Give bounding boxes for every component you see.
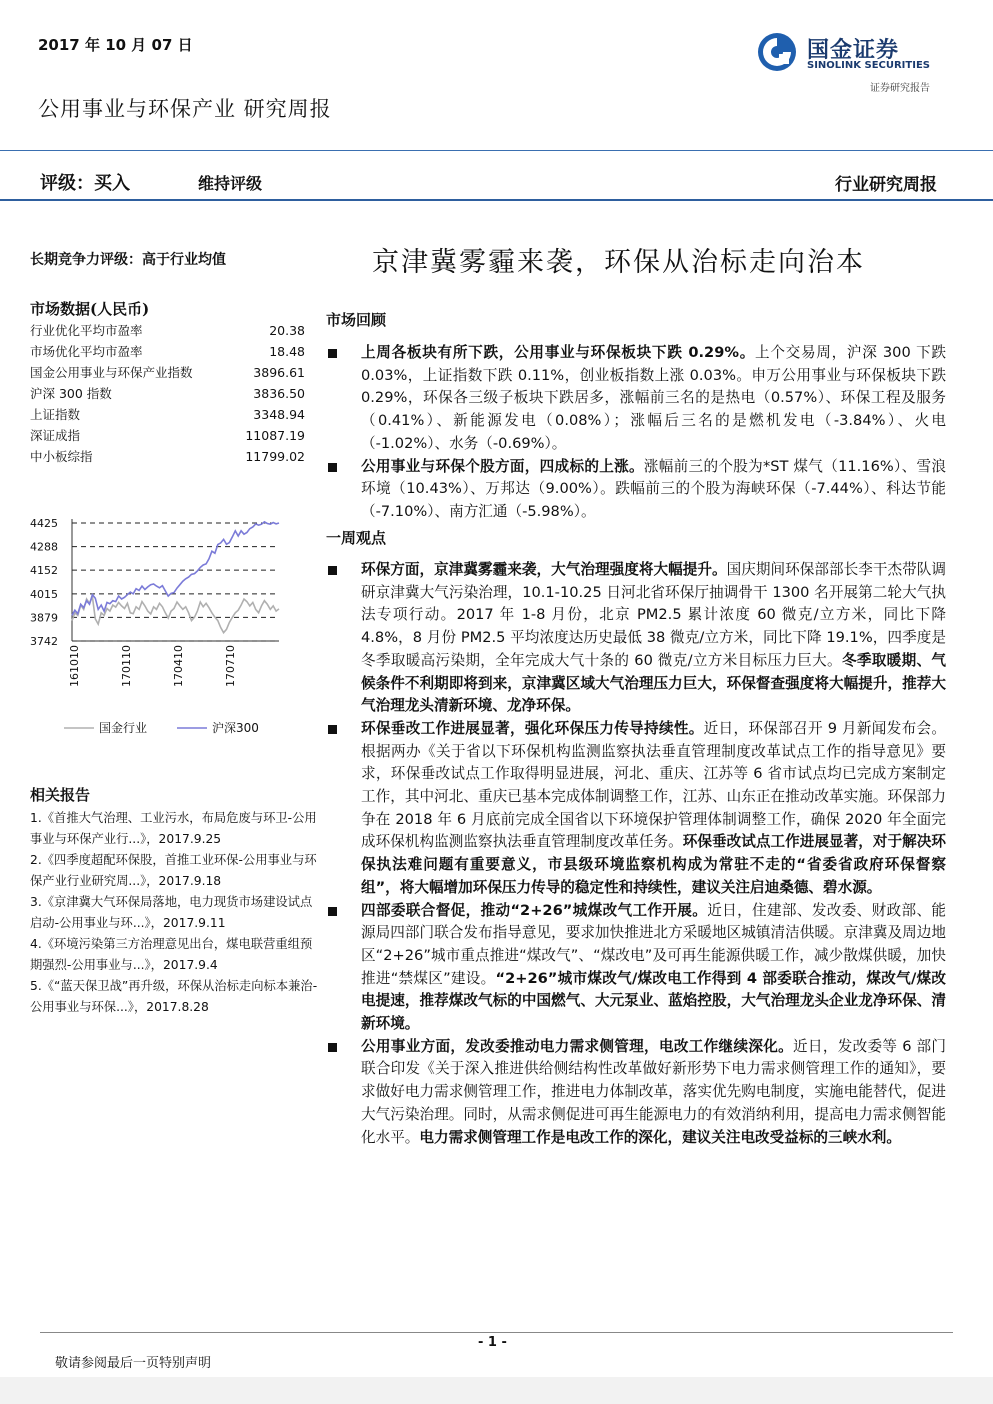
sector-title: 公用事业与环保产业 研究周报	[38, 97, 332, 121]
bullet-icon	[328, 725, 337, 734]
disclaimer-note: 敬请参阅最后一页特别声明	[55, 1356, 212, 1371]
y-tick-label: 3742	[30, 635, 58, 648]
bullet-icon	[328, 907, 337, 916]
bottom-band	[0, 1377, 993, 1404]
keep-rating-label: 维持评级	[198, 174, 263, 193]
bullet-icon	[328, 463, 337, 472]
x-tick-label: 170110	[120, 645, 133, 687]
x-tick-label: 161010	[68, 645, 81, 687]
weekly-view-heading: 一周观点	[326, 529, 387, 547]
page-number: - 1 -	[478, 1335, 507, 1350]
logo-subtitle: 证券研究报告	[870, 83, 930, 94]
long-term-rating: 长期竞争力评级：高于行业均值	[30, 252, 226, 268]
view-paragraph: 环保方面，京津冀雾霾来袭，大气治理强度将大幅提升。国庆期间环保部部长李干杰带队调研京津冀大气污染治理，10.1-10.25 日河北省环保厅抽调骨干 1300 名开展第二轮大气执法专项行动。2017 年 1-8 月份，北京 PM2.5 累计浓度 60 微克/立方米，同比下降 4.8%，8 月份 PM2.5 平均浓度达历史最低 38 微克/立方米，同比下降 19.1%，四季度是冬季取暖高污染期，全年完成大气十条的 60 微克/立方米目标压力巨大。冬季取暖期、气候条件不利期即将到来，京津冀区域大气治理压力巨大，环保督查强度将大幅提升，推荐大气治理龙头清新环境、龙净环保。	[326, 559, 946, 718]
series-line-industry	[72, 597, 279, 633]
index-line-chart	[24, 515, 294, 745]
x-tick-label: 170710	[224, 645, 237, 687]
report-type: 行业研究周报	[835, 175, 937, 195]
y-tick-label: 4425	[30, 517, 58, 530]
market-row: 深证成指 11087.19	[30, 428, 305, 443]
market-row: 市场优化平均市盈率 18.48	[30, 344, 305, 359]
market-review-heading: 市场回顾	[326, 311, 387, 329]
y-tick-label: 4288	[30, 540, 58, 554]
bullet-icon	[328, 566, 337, 575]
logo-text-en: SINOLINK SECURITIES	[807, 60, 930, 71]
rating-divider	[0, 199, 993, 201]
bullet-icon	[328, 349, 337, 358]
header-divider	[0, 150, 993, 151]
related-report-item[interactable]: 5.《“蓝天保卫战”再升级，环保从治标走向标本兼治-公用事业与环保...》，2017.8.28	[30, 979, 318, 1014]
legend-label-industry: 国金行业	[99, 721, 148, 735]
market-data-table	[30, 321, 305, 468]
bullet-icon	[328, 1043, 337, 1052]
market-row: 国金公用事业与环保产业指数 3896.61	[30, 365, 305, 380]
related-reports-list	[30, 808, 320, 1018]
report-title: 京津冀雾霾来袭，环保从治标走向治本	[372, 247, 865, 278]
market-review-section	[326, 342, 946, 524]
view-paragraph: 公用事业方面，发改委推动电力需求侧管理，电改工作继续深化。近日，发改委等 6 部门联合印发《关于深入推进供给侧结构性改革做好新形势下电力需求侧管理工作的通知》，要求做好电力需求侧管理工作，推进电力体制改革，落实优先购电制度，实施电能替代，促进大气污染治理。同时，从需求侧促进可再生能源电力的有效消纳利用，提高电力需求侧智能化水平。电力需求侧管理工作是电改工作的深化，建议关注电改受益标的三峡水利。	[326, 1036, 946, 1150]
market-data-title: 市场数据(人民币)	[30, 300, 150, 318]
related-reports-title: 相关报告	[30, 786, 91, 804]
market-row: 行业优化平均市盈率 20.38	[30, 323, 305, 338]
related-report-item[interactable]: 1.《首推大气治理、工业污水，布局危废与环卫-公用事业与环保产业行...》，2017.9.25	[30, 811, 317, 846]
weekly-view-section	[326, 559, 946, 1149]
rating-label: 评级：买入	[40, 173, 130, 194]
market-row: 上证指数 3348.94	[30, 407, 305, 422]
legend-label-hs300: 沪深300	[212, 721, 259, 735]
report-date: 2017 年 10 月 07 日	[38, 36, 193, 54]
y-tick-label: 3879	[30, 611, 58, 625]
related-report-item[interactable]: 4.《环境污染第三方治理意见出台，煤电联营重组预期强烈-公用事业与...》，2017.9.4	[30, 937, 313, 972]
related-report-item[interactable]: 3.《京津冀大气环保局落地，电力现货市场建设试点启动-公用事业与环...》，2017.9.11	[30, 895, 313, 930]
view-paragraph: 四部委联合督促，推动“2+26”城煤改气工作开展。近日，住建部、发改委、财政部、能源局四部门联合发布指导意见，要求加快推进北方采暖地区城镇清洁供暖。京津冀及周边地区“2+26”城市重点推进“煤改气”、“煤改电”及可再生能源供暖工作，减少散煤供暖，加快推进“禁煤区”建设。“2+26”城市煤改气/煤改电工作得到 4 部委联合推动，煤改气/煤改电提速，推荐煤改气标的中国燃气、大元泵业、蓝焰控股，大气治理龙头企业龙净环保、清新环境。	[326, 900, 946, 1036]
y-tick-label: 4015	[30, 587, 58, 601]
logo-text-cn: 国金证券	[807, 38, 900, 63]
market-row: 沪深 300 指数 3836.50	[30, 386, 305, 401]
related-report-item[interactable]: 2.《四季度超配环保股，首推工业环保-公用事业与环保产业行业研究周...》，2017.9.18	[30, 853, 317, 888]
footer-divider	[40, 1332, 953, 1333]
market-row: 中小板综指 11799.02	[30, 449, 305, 464]
sinolink-logo-icon	[757, 32, 797, 72]
view-paragraph: 环保垂改工作进展显著，强化环保压力传导持续性。近日，环保部召开 9 月新闻发布会。根据两办《关于省以下环保机构监测监察执法垂直管理制度改革试点工作的指导意见》要求，环保垂改试点工作取得明显进展，河北、重庆、江苏等 6 省市试点均已完成方案制定工作，其中河北、重庆已基本完成体制调整工作，江苏、山东正在推动改革实施。环保部力争在 2018 年 6 月底前完成全国省以下环境保护管理体制调整工作，确保 2020 年全面完成环保机构监测监察执法垂直管理制度改革任务。环保垂改试点工作进展显著，对于解决环保执法难问题有重要意义，市县级环境监察机构成为常驻不走的“省委省政府环保督察组”，将大幅增加环保压力传导的稳定性和持续性，建议关注启迪桑德、碧水源。	[326, 718, 946, 900]
review-paragraph: 公用事业与环保个股方面，四成标的上涨。涨幅前三的个股为*ST 煤气（11.16%）、雪浪环境（10.43%）、万邦达（9.00%）。跌幅前三的个股为海峡环保（-7.44%）、科达节能（-7.10%）、南方汇通（-5.98%）。	[326, 456, 946, 524]
y-tick-label: 4152	[30, 564, 58, 578]
x-tick-label: 170410	[172, 645, 185, 687]
review-paragraph: 上周各板块有所下跌，公用事业与环保板块下跌 0.29%。上个交易周，沪深 300 下跌 0.03%，上证指数下跌 0.11%，创业板指数上涨 0.03%。申万公用事业与环保板块下跌 0.29%，环保各三级子板块下跌居多，涨幅前三名的是热电（0.57%）、环保工程及服务（0.41%）、新能源发电（0.08%）；涨幅后三名的是燃机发电（-3.84%）、火电（-1.02%）、水务（-0.69%）。	[326, 342, 946, 456]
series-line-hs300	[72, 522, 279, 616]
